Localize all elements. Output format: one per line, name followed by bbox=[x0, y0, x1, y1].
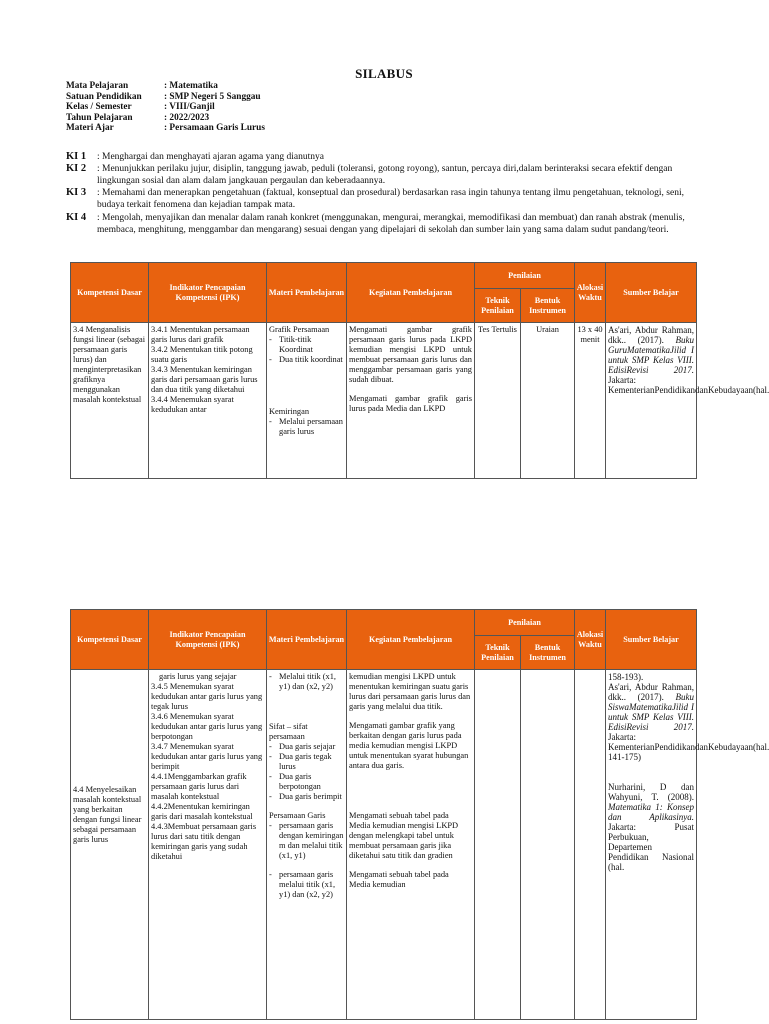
ki-1 bbox=[66, 151, 706, 163]
kegiatan-paragraph: Mengamati gambar grafik yang berkaitan dengan garis lurus pada media kemudian mengisi LKPD untuk menentukan syarat hubungan antara dua garis. bbox=[349, 721, 469, 770]
ki-text: : Memahami dan menerapkan pengetahuan (faktual, konseptual dan prosedural) berdasarkan rasa ingin tahunya tentang ilmu pengetahuan, teknologi, seni, budaya terkait fenomena dan kejadian tampak mata. bbox=[97, 188, 684, 210]
bentuk-cell: Uraian bbox=[521, 323, 575, 479]
ki-text: : Menghargai dan menghayati ajaran agama yang dianutnya bbox=[97, 152, 324, 162]
materi-heading: Persamaan Garis bbox=[269, 811, 326, 820]
materi-item-text: Dua garis tegak lurus bbox=[279, 752, 332, 771]
header-bentuk: Bentuk Instrumen bbox=[521, 289, 575, 323]
materi-item: - Dua garis berimpit bbox=[269, 792, 342, 801]
teknik-cell bbox=[475, 670, 521, 1020]
bentuk-cell bbox=[521, 670, 575, 1020]
header-alokasi: Alokasi Waktu bbox=[575, 263, 606, 323]
meta-row bbox=[66, 123, 265, 134]
ki-4 bbox=[66, 212, 706, 236]
ipk-cell bbox=[149, 323, 267, 479]
kd-text: 3.4 Menganalisis fungsi linear (sebagai persamaan garis lurus) dan menginterpretasikan grafiknya menggunakan masalah kontekstual bbox=[73, 325, 146, 404]
materi-heading: Grafik Persamaan bbox=[269, 325, 330, 334]
sumber-entry bbox=[608, 782, 694, 872]
materi-cell bbox=[267, 323, 347, 479]
ki-2 bbox=[66, 163, 706, 187]
kegiatan-paragraph: Mengamati gambar grafik persamaan garis lurus pada LKPD kemudian mengisi LKPD untuk membuat persamaan garis lurus dan menggambar persamaan garis yang sudah dibuat. bbox=[349, 325, 472, 384]
kegiatan-paragraph: Mengamati sebuah tabel pada Media kemudian bbox=[349, 870, 449, 889]
materi-item: - Melalui titik (x1, y1) dan (x2, y2) bbox=[269, 672, 344, 692]
sumber-text: As'ari, Abdur Rahman, dkk.. (2017). bbox=[608, 682, 695, 702]
materi-item-text: persamaan garis melalui titik (x1, y1) dan (x2, y2) bbox=[279, 870, 336, 899]
materi-item: - Dua garis sejajar bbox=[269, 742, 336, 751]
ipk-item: 3.4.4 Menemukan syarat kedudukan antar bbox=[151, 395, 234, 414]
sumber-entry bbox=[608, 682, 769, 762]
sumber-title: Matematika 1: Konsep dan Aplikasinya. bbox=[608, 802, 695, 822]
ki-label: KI 4 bbox=[66, 212, 87, 223]
syllabus-table-1 bbox=[70, 262, 769, 479]
ipk-item: garis lurus yang sejajar bbox=[159, 672, 237, 681]
materi-item: - Dua garis berpotongan bbox=[269, 772, 344, 792]
kegiatan-cell bbox=[347, 323, 475, 479]
alokasi-cell bbox=[575, 670, 606, 1020]
kegiatan-paragraph: Mengamati gambar grafik garis lurus pada Media dan LKPD bbox=[349, 394, 472, 413]
header-kegiatan: Kegiatan Pembelajaran bbox=[347, 263, 475, 323]
materi-item: - Titik-titik Koordinat bbox=[269, 335, 344, 355]
ipk-cell bbox=[149, 670, 267, 1020]
meta-row bbox=[66, 113, 265, 124]
ipk-item: 3.4.2 Menentukan titik potong suatu garis bbox=[151, 345, 253, 364]
materi-item: - Dua titik koordinat bbox=[269, 355, 343, 364]
meta-key: Mata Pelajaran bbox=[66, 81, 129, 91]
header-materi: Materi Pembelajaran bbox=[267, 263, 347, 323]
header-penilaian: Penilaian bbox=[475, 610, 575, 636]
materi-item-text: Dua garis berimpit bbox=[279, 792, 342, 801]
materi-item: - persamaan garis dengan kemiringan m dan melalui titik (x1, y1) bbox=[269, 821, 344, 860]
sumber-cell bbox=[606, 670, 769, 1020]
ki-label: KI 1 bbox=[66, 151, 87, 162]
materi-heading: Kemiringan bbox=[269, 407, 310, 416]
ipk-item: 3.4.5 Menemukan syarat kedudukan antar garis lurus yang tegak lurus bbox=[151, 682, 263, 711]
header-bentuk: Bentuk Instrumen bbox=[521, 636, 575, 670]
materi-item-text: Melalui persamaan garis lurus bbox=[279, 417, 343, 436]
header-sumber: Sumber Belajar bbox=[606, 610, 697, 670]
sumber-text: Nurharini, D dan Wahyuni, T. (2008). bbox=[608, 782, 695, 802]
meta-value: : VIII/Ganjil bbox=[164, 102, 215, 112]
document-title: SILABUS bbox=[355, 66, 413, 81]
meta-row bbox=[66, 81, 265, 92]
ki-3 bbox=[66, 187, 706, 211]
ipk-item: 4.4.3Membuat persamaan garis lurus dari satu titik dengan kemiringan garis yang sudah diketahui bbox=[151, 822, 257, 861]
ipk-item: 3.4.6 Menemukan syarat kedudukan antar garis lurus yang berpotongan bbox=[151, 712, 263, 741]
header-kegiatan: Kegiatan Pembelajaran bbox=[347, 610, 475, 670]
header-teknik: Teknik Penilaian bbox=[475, 289, 521, 323]
meta-value: : Matematika bbox=[164, 81, 218, 91]
header-penilaian: Penilaian bbox=[475, 263, 575, 289]
ki-label: KI 2 bbox=[66, 163, 87, 174]
ki-text: : Menunjukkan perilaku jujur, disiplin, tanggung jawab, peduli (toleransi, gotong royong), santun, percaya diri,dalam berinteraksi secara efektif dengan lingkungan sosial dan alam dalam jangkauan pergaulan dan keberadaannya. bbox=[97, 164, 673, 186]
ipk-item: 3.4.3 Menentukan kemiringan garis dari persamaan garis lurus dan dua titik yang diketahui bbox=[151, 365, 258, 394]
meta-key: Satuan Pendidikan bbox=[66, 91, 142, 102]
header-alokasi: Alokasi Waktu bbox=[575, 610, 606, 670]
teknik-cell: Tes Tertulis bbox=[475, 323, 521, 479]
meta-key: Materi Ajar bbox=[66, 123, 114, 133]
sumber-title: Buku GuruMatematikaJilid I untuk SMP Kelas VIII. EdisiRevisi 2017. bbox=[608, 335, 695, 375]
meta-value: : 2022/2023 bbox=[164, 112, 210, 123]
ipk-item: 3.4.1 Menentukan persamaan garis lurus dari grafik bbox=[151, 325, 250, 344]
sumber-text: As'ari, Abdur Rahman, dkk.. (2017). bbox=[608, 325, 695, 345]
meta-key: Kelas / Semester bbox=[66, 102, 132, 112]
kd-cell bbox=[71, 670, 149, 1020]
kd-cell bbox=[71, 323, 149, 479]
header-sumber: Sumber Belajar bbox=[606, 263, 697, 323]
kegiatan-paragraph: Mengamati sebuah tabel pada Media kemudian mengisi LKPD dengan melengkapi tabel untuk membuat persamaan garis jika diketahui satu titik dan gradien bbox=[349, 811, 459, 860]
header-ipk: Indikator Pencapaian Kompetensi (IPK) bbox=[149, 610, 267, 670]
materi-item-text: Dua garis sejajar bbox=[279, 742, 336, 751]
syllabus-table-2 bbox=[70, 609, 769, 1020]
materi-item-text: persamaan garis dengan kemiringan m dan melalui titik (x1, y1) bbox=[279, 821, 344, 860]
materi-item: - persamaan garis melalui titik (x1, y1) dan (x2, y2) bbox=[269, 870, 344, 900]
sumber-text: Jakarta: KementerianPendidikandanKebudayaan(hal. bbox=[608, 375, 769, 395]
materi-item-text: Dua garis berpotongan bbox=[279, 772, 321, 791]
header-teknik: Teknik Penilaian bbox=[475, 636, 521, 670]
header-ipk: Indikator Pencapaian Kompetensi (IPK) bbox=[149, 263, 267, 323]
materi-heading: Sifat – sifat persamaan bbox=[269, 722, 308, 741]
kegiatan-paragraph: kemudian mengisi LKPD untuk menentukan kemiringan suatu garis lurus dari persamaan garis lurus dan garis yang melalui dua titik. bbox=[349, 672, 471, 711]
meta-value: : Persamaan Garis Lurus bbox=[164, 123, 265, 133]
header-kd: Kompetensi Dasar bbox=[71, 610, 149, 670]
ipk-item: 4.4.2Menentukan kemiringan garis dari masalah kontekstual bbox=[151, 802, 253, 821]
sumber-text: 158-193). bbox=[608, 672, 644, 682]
meta-row bbox=[66, 102, 265, 113]
meta-block bbox=[66, 81, 265, 134]
alokasi-cell: 13 x 40 menit bbox=[575, 323, 606, 479]
materi-item-text: Dua titik koordinat bbox=[279, 355, 343, 364]
sumber-text: Jakarta: KementerianPendidikandanKebudayaan(hal. 141-175) bbox=[608, 732, 769, 762]
header-kd: Kompetensi Dasar bbox=[71, 263, 149, 323]
materi-item-text: Titik-titik Koordinat bbox=[279, 335, 313, 354]
meta-key: Tahun Pelajaran bbox=[66, 112, 133, 123]
materi-item-text: Melalui titik (x1, y1) dan (x2, y2) bbox=[279, 672, 336, 691]
materi-cell bbox=[267, 670, 347, 1020]
sumber-title: Buku SiswaMatematikaJilid I untuk SMP Kelas VIII. EdisiRevisi 2017. bbox=[608, 692, 695, 732]
kegiatan-cell bbox=[347, 670, 475, 1020]
sumber-cell bbox=[606, 323, 769, 479]
materi-item: - Dua garis tegak lurus bbox=[269, 752, 344, 772]
materi-item: - Melalui persamaan garis lurus bbox=[269, 417, 343, 436]
header-materi: Materi Pembelajaran bbox=[267, 610, 347, 670]
ki-text: : Mengolah, menyajikan dan menalar dalam ranah konkret (menggunakan, mengurai, merangkai, memodifikasi dan membuat) dan ranah abstrak (menulis, membaca, menghitung, menggambar dan mengarang) sesuai dengan yang dipelajari di sekolah dan sumber lain yang sama dalam sudut pandang/teori. bbox=[97, 213, 685, 235]
ipk-item: 3.4.7 Menemukan syarat kedudukan antar garis lurus yang berimpit bbox=[151, 742, 263, 771]
meta-value: : SMP Negeri 5 Sanggau bbox=[164, 91, 261, 102]
sumber-text: Jakarta: Pusat Perbukuan, Departemen Pendidikan Nasional (hal. bbox=[608, 822, 695, 872]
ki-label: KI 3 bbox=[66, 187, 87, 198]
kd-text: 4.4 Menyelesaikan masalah kontekstual yang berkaitan dengan fungsi linear sebagai persamaan garis lurus bbox=[73, 785, 142, 844]
ipk-item: 4.4.1Menggambarkan grafik persamaan garis lurus dari masalah kontekstual bbox=[151, 772, 247, 801]
meta-row bbox=[66, 92, 265, 103]
